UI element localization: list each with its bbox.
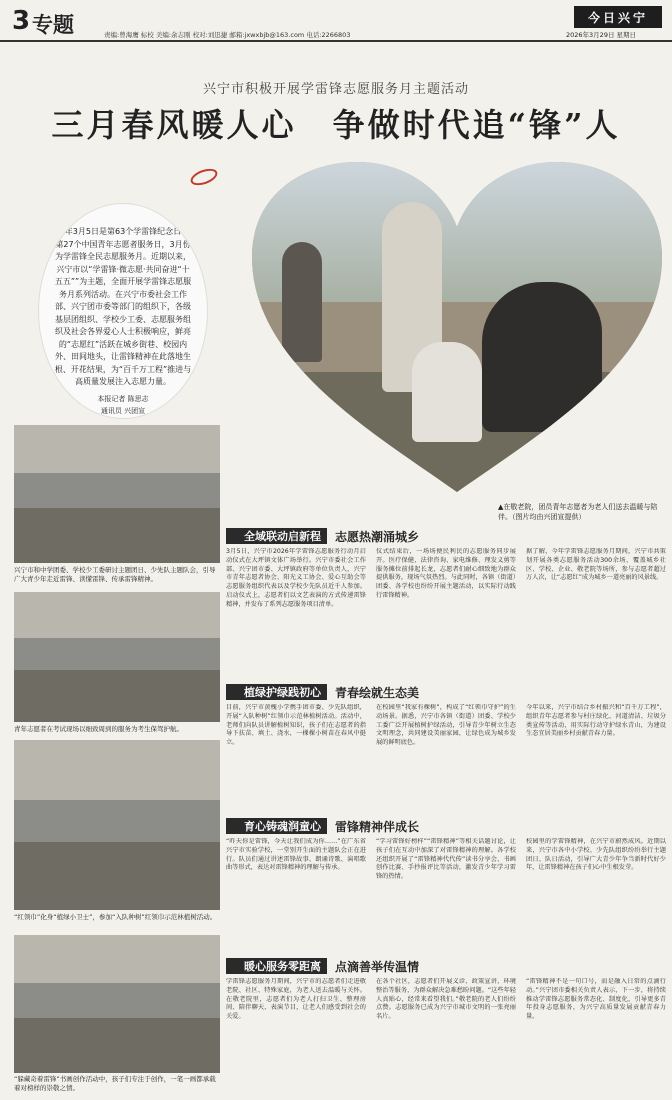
section-4-title: 暖心服务零距离 (226, 958, 327, 974)
section-4-body (226, 978, 666, 1094)
main-photo-caption: ▲在敬老院，团员青年志愿者为老人们送去温暖与陪伴。（图片均由兴团宣提供） (498, 503, 658, 521)
section-1-col-3: 据了解，今年学雷锋志愿服务月期间，兴宁市共策划开展各类志愿服务活动300余场，覆盖城乡社区、学校、企业、敬老院等场所，参与志愿者超过万人次，让“志愿红”成为城乡一道亮丽的风景线。 (526, 548, 666, 582)
lead-text: 今年3月5日是第63个学雷锋纪念日、第27个中国青年志愿者服务日，3月份为学雷锋全民志愿服务月。近期以来，兴宁市以“学雷锋·微志愿·共同奋进“十五五””为主题，全面开展学雷锋志愿服务月系列活动。在兴宁市委社会工作部、兴宁团市委等部门的组织下，各级基层团组织、学校少工委、志愿服务组织及社会各界爱心人士积极响应，鲜亮的“志愿红”活跃在城乡街巷、校园内外、田间地头，让雷锋精神在此落地生根、开花结果，为“百千万工程”推进与高质量发展注入志愿力量。 (54, 227, 192, 386)
photo-tree-planting (14, 740, 220, 910)
section-3-body (226, 838, 666, 950)
photo-classroom (14, 425, 220, 563)
section-1-col-2: 仪式结束后，一场场便民利民的志愿服务同步展开。医疗保健、法律咨询、家电维修、理发义剪等服务摊位前排起长龙，志愿者们耐心细致地为群众提供服务，现场气氛热烈。与此同时，各镇（街道）团委、各学校也纷纷开展主题活动，以实际行动践行雷锋精神。 (376, 548, 516, 599)
section-3-title: 育心铸魂润童心 (226, 818, 327, 834)
newspaper-logo: 今日兴宁 (574, 6, 662, 28)
section-3-col-1: “昨天你是雷锋，今天让我们成为你……”在广东省兴宁市实验学校，一堂别开生面的主题队会正在进行。队员们通过讲述雷锋故事、朗诵诗歌、演唱歌曲等形式，表达对雷锋精神的理解与传承。 (226, 838, 366, 872)
section-2-col-3: 今年以来，兴宁市结合乡村振兴和“百千万工程”，组织青年志愿者参与村庄绿化、河道清洁、垃圾分类宣传等活动，用实际行动守护绿水青山，为建设生态宜居美丽乡村贡献青春力量。 (526, 704, 666, 738)
section-4-col-2: 在各个社区，志愿者们开展义诊、政策宣讲、环境整治等服务，为群众解决急难愁盼问题。“这些年轻人真贴心，经常来看望我们。”敬老院的老人们纷纷点赞。志愿服务已成为兴宁市城市文明的一张亮丽名片。 (376, 978, 516, 1021)
main-headline: 三月春风暖人心 争做时代追“锋”人 (51, 106, 621, 144)
caption-exam-service: 青年志愿者在考试现场以细致周到的服务为考生保驾护航。 (14, 725, 183, 733)
section-3-col-2: “学习雷锋好榜样”“雷锋精神”等相关话题讨论，让孩子们在互动中加深了对雷锋精神的理解。各学校还组织开展了“雷锋精神代代传”读书分享会、书画创作比赛、手抄报评比等活动，激发青少年学习雷锋的热情。 (376, 838, 516, 881)
section-banner-4 (226, 958, 672, 974)
section-1-title: 全域联动启新程 (226, 528, 327, 544)
lead-byline: 本报记者 陈思志 通讯员 兴团宣 (97, 394, 149, 415)
kicker-title: 兴宁市积极开展学雷锋志愿服务月主题活动 (202, 82, 469, 97)
section-2-title: 植绿护绿践初心 (226, 684, 327, 700)
section-4-col-1: 学雷锋志愿服务月期间，兴宁市的志愿者们走进敬老院、社区、特殊家庭，为老人送去温暖与关怀。在敬老院里，志愿者们为老人打扫卫生、整理房间、陪伴聊天、表演节目，让老人们感受到社会的关爱。 (226, 978, 366, 1021)
editor-credits: 责编:曾海鹰 标校 美编:余志刚 校对:刘迅捷 邮箱:jxwxbjb@163.com 电话:2266803 (104, 31, 351, 39)
section-name: 专题 (32, 13, 74, 37)
decorative-ring (188, 166, 219, 189)
section-banner-2 (226, 684, 672, 700)
section-1-subtitle: 志愿热潮涌城乡 (327, 528, 427, 544)
section-banner-3 (226, 818, 672, 834)
caption-calligraphy: “躲藏奇着雷锋”书画创作活动中，孩子们专注于创作，一笔一画都承载着对榜样的崇敬之情。 (14, 1075, 216, 1092)
lead-paragraph (38, 203, 208, 419)
section-4-subtitle: 点滴善举传温情 (327, 958, 427, 974)
section-2-body (226, 704, 666, 820)
section-4-col-3: “雷锋精神不是一句口号，而是融入日常的点滴行动。”兴宁团市委相关负责人表示，下一步，将持续推动学雷锋志愿服务常态化、制度化，引导更多青年投身志愿服务，为兴宁高质量发展贡献青春力量。 (526, 978, 666, 1021)
section-2-col-1: 目前，兴宁市黄槐小学携手团市委、少先队组织，开展“入队种树”红领巾示范林植树活动。活动中，老师们向队员讲解植树知识，孩子们在志愿者的指导下扶苗、填土、浇水，一棵棵小树苗在春风中挺立。 (226, 704, 366, 747)
section-1-body (226, 548, 666, 678)
photo-calligraphy (14, 935, 220, 1073)
page-header (0, 0, 672, 42)
photo-exam-service (14, 592, 220, 722)
issue-date: 2026年3月29日 星期日 (566, 31, 637, 39)
caption-tree-planting: “红领巾”化身“植绿小卫士”，参加“入队种树”红领巾示范林植树活动。 (14, 913, 217, 921)
section-3-col-3: 校园里的学雷锋精神，在兴宁市蔚然成风。近期以来，兴宁市各中小学校、少先队组织纷纷举行主题团日、队日活动，引导广大青少年争当新时代好少年，让雷锋精神在孩子们心中生根发芽。 (526, 838, 666, 872)
main-heart-photo (252, 162, 662, 502)
section-1-col-1: 3月5日，兴宁市2026年学雷锋志愿服务行动月启动仪式在大坪镇文体广场举行。兴宁市委社会工作部、兴宁团市委、大坪镇政府等单位负责人，兴宁市青年志愿者协会、阳光义工协会、爱心互助会等志愿服务组织代表以及学校少先队员近千人参加。启动仪式上，志愿者们以文艺表演的方式传递雷锋精神，并发布了系列志愿服务项目清单。 (226, 548, 366, 608)
section-2-col-2: 在校园里“我家有棵树”，构成了“红领巾守护”的生动场景。据悉，兴宁市各镇（街道）团委、学校少工委广泛开展植树护绿活动，引导青少年树立生态文明理念，共同建设美丽家园，让绿色成为城乡发展的鲜明底色。 (376, 704, 516, 747)
caption-classroom: 兴宁市和中学团委、学校少工委研讨主题团日、少先队主题队会，引导广大青少年走近雷锋、读懂雷锋、传承雷锋精神。 (14, 566, 216, 583)
page-number: 3 (12, 6, 31, 36)
section-2-subtitle: 青春绘就生态美 (327, 684, 427, 700)
section-banner-1 (226, 528, 672, 544)
section-3-subtitle: 雷锋精神伴成长 (327, 818, 427, 834)
